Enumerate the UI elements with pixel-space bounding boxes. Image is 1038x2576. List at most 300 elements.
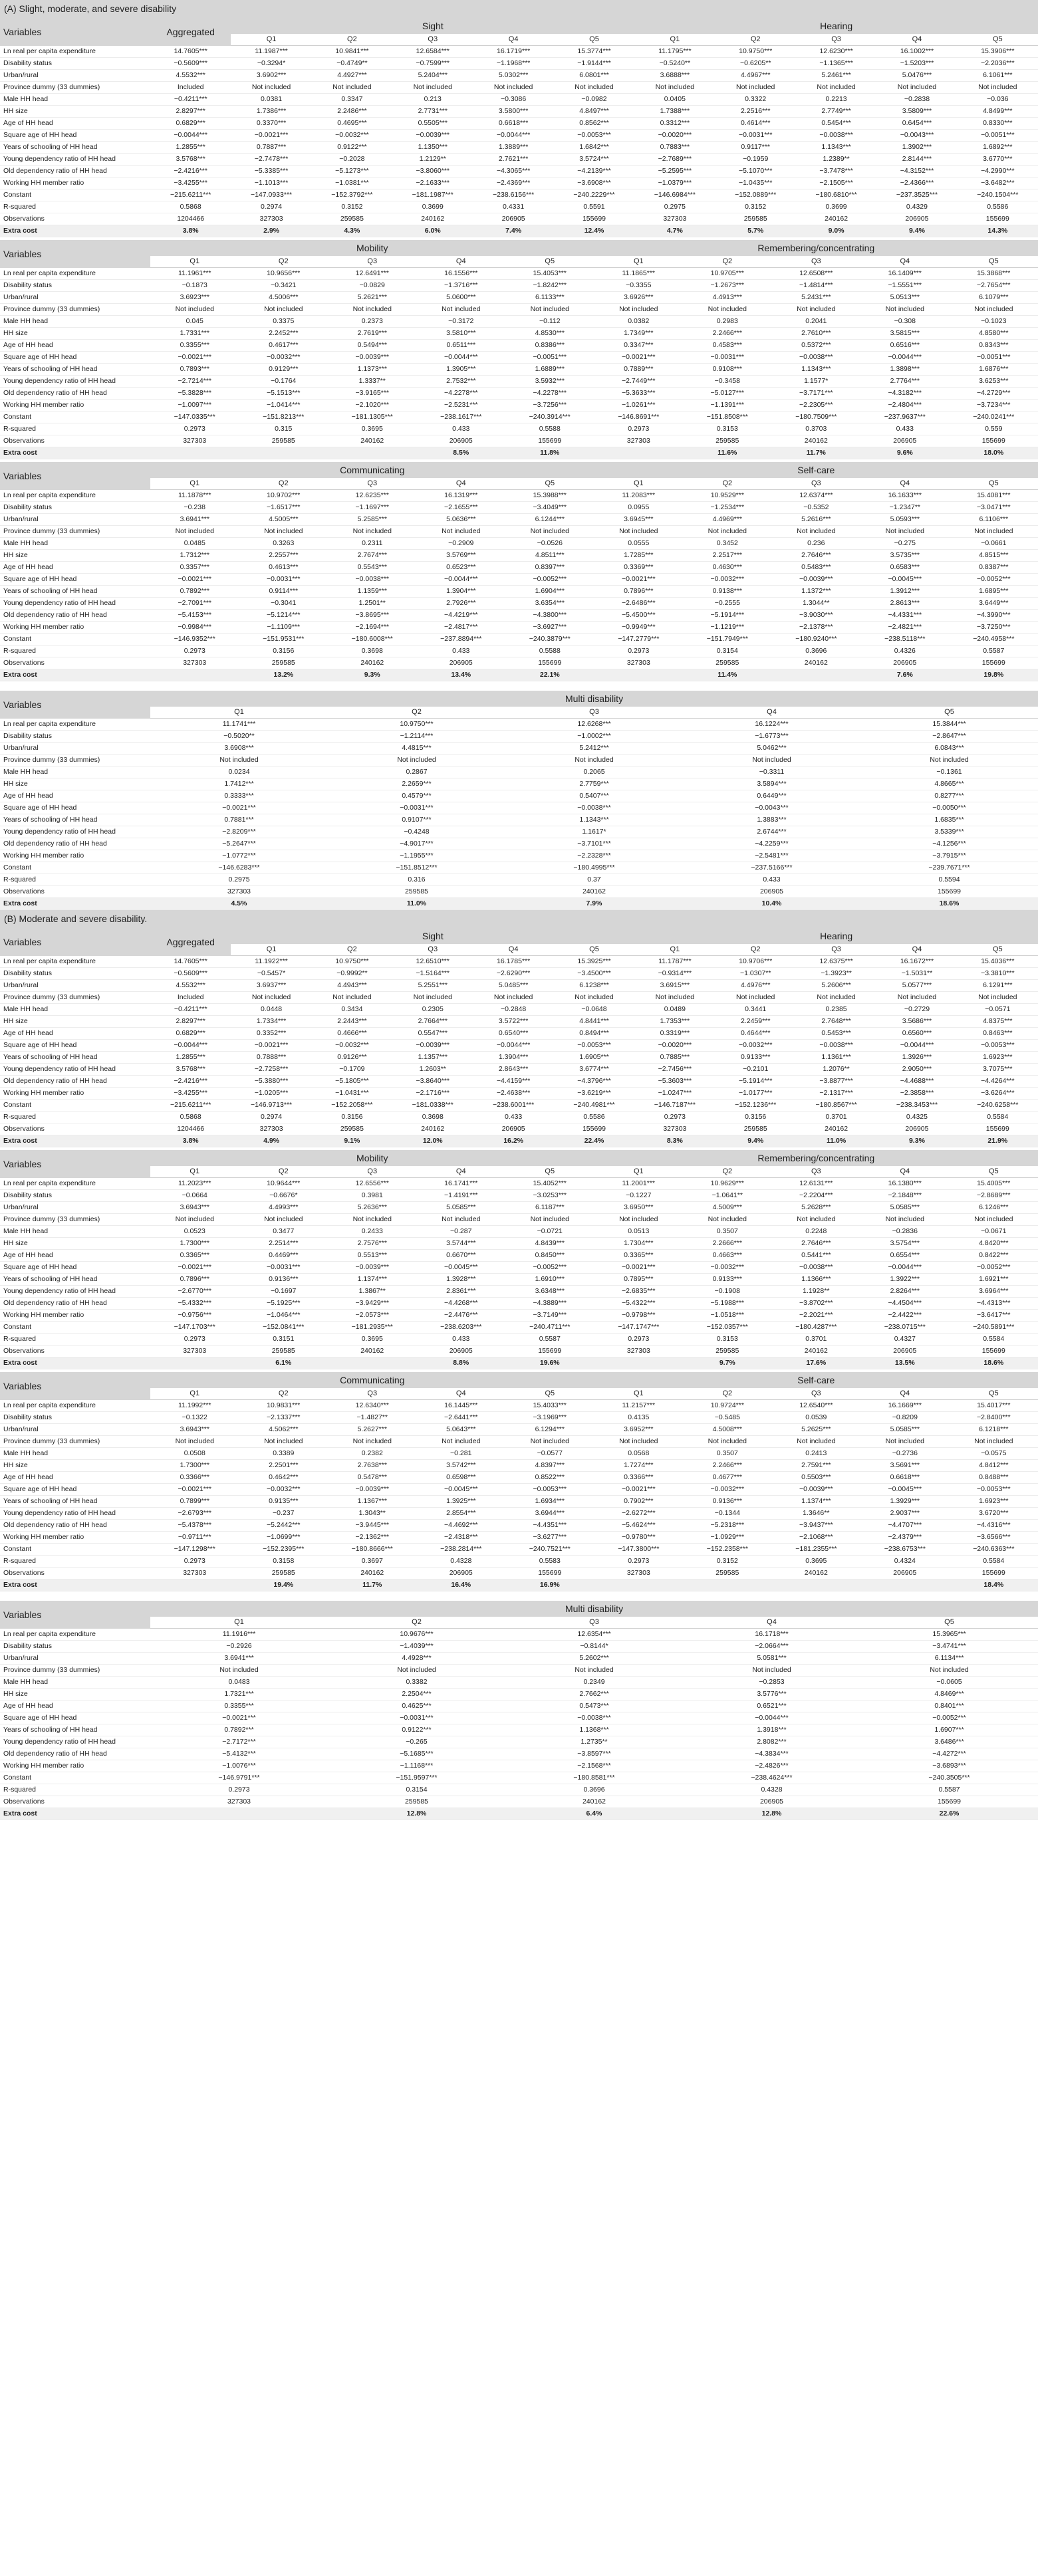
table-row: [0, 538, 1038, 550]
table-row: [0, 968, 1038, 980]
row-label: Square age of HH head: [0, 574, 150, 586]
row-label: Province dummy (33 dummies): [0, 304, 150, 316]
table-cell: −0.0045***: [417, 1262, 506, 1274]
variables-header: Variables: [0, 1601, 150, 1629]
table-cell: 259585: [239, 435, 328, 447]
row-label: R-squared: [0, 1334, 150, 1346]
table-cell: 0.2373: [328, 316, 417, 328]
table-cell: −238.2814***: [417, 1544, 506, 1556]
row-label: Years of schooling of HH head: [0, 1052, 150, 1064]
table-cell: 0.2213: [796, 94, 876, 106]
table-cell: −5.3385***: [231, 166, 311, 177]
table-cell: 0.2975: [634, 201, 715, 213]
table-cell: −0.0021***: [594, 574, 684, 586]
row-label: R-squared: [0, 423, 150, 435]
table-cell: −0.0605: [860, 1677, 1038, 1689]
row-label: Extra cost: [0, 1580, 150, 1591]
table-cell: 4.5008***: [683, 1424, 772, 1436]
table-cell: 18.6%: [950, 1357, 1038, 1369]
table-cell: −0.2848: [473, 1004, 553, 1016]
table-cell: 259585: [683, 1346, 772, 1357]
quintile-header: Q5: [505, 1166, 594, 1178]
table-cell: 3.6943***: [150, 1424, 239, 1436]
quintile-header: Q4: [417, 1388, 506, 1400]
table-cell: −0.3421: [239, 280, 328, 292]
row-label: Urban/rural: [0, 514, 150, 526]
group-header-row: [0, 1601, 1038, 1617]
quintile-header: Q1: [150, 1166, 239, 1178]
regression-table: [0, 1601, 1038, 1820]
table-cell: 2.2504***: [328, 1689, 505, 1700]
table-cell: 0.4630***: [683, 562, 772, 574]
table-cell: −2.8689***: [950, 1190, 1038, 1202]
table-row: [0, 364, 1038, 376]
variables-header: Variables: [0, 1150, 150, 1178]
table-cell: 0.5547***: [392, 1028, 473, 1040]
group-label: Multi disability: [150, 691, 1038, 707]
table-cell: 1.3912***: [860, 586, 950, 598]
table-cell: −3.4741***: [860, 1641, 1038, 1653]
table-cell: 18.0%: [950, 447, 1038, 459]
table-cell: 1.3898***: [860, 364, 950, 376]
row-label: Working HH member ratio: [0, 1532, 150, 1544]
table-row: [0, 118, 1038, 130]
quintile-header: Q2: [683, 478, 772, 490]
table-cell: 0.3477: [239, 1226, 328, 1238]
table-cell: 5.7%: [715, 225, 796, 237]
table-row: [0, 1796, 1038, 1808]
table-cell: 0.4625***: [328, 1700, 505, 1712]
table-cell: 2.7610***: [772, 328, 861, 340]
table-cell: 0.9133***: [683, 1274, 772, 1286]
row-label: Disability status: [0, 731, 150, 743]
table-cell: 6.1218***: [950, 1424, 1038, 1436]
quintile-header: Q5: [950, 1166, 1038, 1178]
table-cell: 155699: [950, 657, 1038, 669]
table-cell: −3.6893***: [860, 1760, 1038, 1772]
table-cell: 0.8488***: [950, 1472, 1038, 1484]
row-label: Ln real per capita expenditure: [0, 1629, 150, 1641]
table-row: [0, 1448, 1038, 1460]
row-label: Young dependency ratio of HH head: [0, 1508, 150, 1520]
table-cell: 10.9676***: [328, 1629, 505, 1641]
table-cell: −180.4287***: [772, 1322, 861, 1334]
quintile-header: Q4: [473, 944, 553, 956]
table-cell: −0.5020**: [150, 731, 328, 743]
table-cell: 3.6348***: [505, 1286, 594, 1298]
quintile-header: Q5: [950, 1388, 1038, 1400]
table-cell: −1.0929***: [683, 1532, 772, 1544]
table-cell: Not included: [239, 304, 328, 316]
table-cell: 5.2627***: [328, 1424, 417, 1436]
table-cell: 10.9529***: [683, 490, 772, 502]
table-cell: −146.9352***: [150, 634, 239, 645]
table-cell: −4.3889***: [505, 1298, 594, 1310]
table-cell: 1.6905***: [554, 1052, 634, 1064]
table-cell: Not included: [150, 1436, 239, 1448]
table-cell: −1.0414***: [239, 400, 328, 411]
table-cell: 0.5543***: [328, 562, 417, 574]
table-cell: −2.6486***: [594, 598, 684, 610]
table-cell: 259585: [239, 657, 328, 669]
table-cell: −4.4331***: [860, 610, 950, 622]
table-cell: 15.3925***: [554, 956, 634, 968]
table-cell: −0.0020***: [634, 130, 715, 142]
table-cell: 0.6829***: [150, 1028, 231, 1040]
table-cell: 2.7576***: [328, 1238, 417, 1250]
table-cell: Not included: [554, 992, 634, 1004]
table-cell: 0.4331: [473, 201, 553, 213]
table-cell: 1.3905***: [417, 364, 506, 376]
table-cell: 0.8494***: [554, 1028, 634, 1040]
table-cell: 0.5868: [150, 201, 231, 213]
table-cell: 0.3355***: [150, 340, 239, 352]
table-row: [0, 657, 1038, 669]
table-cell: −3.0253***: [505, 1190, 594, 1202]
table-cell: −240.2229***: [554, 189, 634, 201]
group-label: Communicating: [150, 1372, 594, 1388]
group-header-row: [0, 691, 1038, 707]
extra-cost-row: [0, 225, 1038, 237]
table-cell: −3.8640***: [392, 1076, 473, 1088]
table-cell: −0.0053***: [950, 1484, 1038, 1496]
table-cell: −0.0661: [950, 538, 1038, 550]
table-cell: −0.0575: [950, 1448, 1038, 1460]
table-cell: −5.2442***: [239, 1520, 328, 1532]
group-label: Remembering/concentrating: [594, 1150, 1038, 1166]
table-cell: 12.8%: [328, 1808, 505, 1820]
table-cell: 11.1878***: [150, 490, 239, 502]
table-row: [0, 1190, 1038, 1202]
group-label: Mobility: [150, 1150, 594, 1166]
table-cell: 2.7926***: [417, 598, 506, 610]
table-cell: 10.9644***: [239, 1178, 328, 1190]
table-cell: Included: [150, 992, 231, 1004]
table-cell: −4.4268***: [417, 1298, 506, 1310]
table-cell: −1.5203***: [876, 58, 957, 70]
table-cell: 5.2628***: [772, 1202, 861, 1214]
table-cell: Not included: [772, 1214, 861, 1226]
table-cell: −4.2259***: [683, 838, 860, 850]
table-cell: 3.6926***: [594, 292, 684, 304]
row-label: Ln real per capita expenditure: [0, 46, 150, 58]
table-cell: 0.5591: [554, 201, 634, 213]
table-cell: −0.0032***: [683, 574, 772, 586]
group-label: Hearing: [634, 18, 1038, 34]
table-cell: Not included: [312, 82, 392, 94]
table-row: [0, 1334, 1038, 1346]
row-label: R-squared: [0, 1556, 150, 1568]
row-label: R-squared: [0, 1784, 150, 1796]
group-label: Self-care: [594, 462, 1038, 478]
table-cell: 0.9138***: [683, 586, 772, 598]
table-cell: −0.0982: [554, 94, 634, 106]
table-row: [0, 213, 1038, 225]
table-cell: −0.3458: [683, 376, 772, 388]
table-cell: 15.3844***: [860, 719, 1038, 731]
group-label: Self-care: [594, 1372, 1038, 1388]
table-cell: 4.4943***: [312, 980, 392, 992]
table-cell: 1.1343***: [796, 142, 876, 154]
table-cell: 0.3699: [392, 201, 473, 213]
table-cell: −3.6566***: [950, 1532, 1038, 1544]
table-cell: −0.0032***: [312, 130, 392, 142]
table-cell: −181.2935***: [328, 1322, 417, 1334]
table-cell: −1.0177***: [715, 1088, 796, 1100]
table-cell: −0.0038***: [328, 574, 417, 586]
table-row: [0, 1400, 1038, 1412]
table-cell: −0.1959: [715, 154, 796, 166]
table-cell: 15.4033***: [505, 1400, 594, 1412]
row-label: Province dummy (33 dummies): [0, 526, 150, 538]
table-cell: −1.0076***: [150, 1760, 328, 1772]
table-cell: 5.0585***: [860, 1202, 950, 1214]
table-cell: −151.8512***: [328, 862, 505, 874]
table-row: [0, 1202, 1038, 1214]
table-cell: 9.6%: [860, 447, 950, 459]
table-cell: 0.5483***: [772, 562, 861, 574]
row-label: Square age of HH head: [0, 1040, 150, 1052]
table-cell: −238.5118***: [860, 634, 950, 645]
table-cell: −0.2926: [150, 1641, 328, 1653]
quintile-header-row: [0, 1617, 1038, 1629]
row-label: Constant: [0, 1772, 150, 1784]
table-cell: −240.4958***: [950, 634, 1038, 645]
table-cell: 1.6923***: [958, 1052, 1038, 1064]
table-cell: 3.5722***: [473, 1016, 553, 1028]
group-header-row: [0, 240, 1038, 256]
row-label: Observations: [0, 1346, 150, 1357]
table-cell: [328, 1357, 417, 1369]
table-cell: 0.9133***: [715, 1052, 796, 1064]
table-cell: −180.8666***: [328, 1544, 417, 1556]
table-cell: 0.433: [417, 1334, 506, 1346]
table-cell: Not included: [860, 1436, 950, 1448]
table-cell: 0.433: [860, 423, 950, 435]
table-row: [0, 1520, 1038, 1532]
table-cell: −3.9030***: [772, 610, 861, 622]
table-cell: 2.7749***: [796, 106, 876, 118]
table-cell: 16.1556***: [417, 268, 506, 280]
table-cell: −2.1337***: [239, 1412, 328, 1424]
table-cell: −147.0335***: [150, 411, 239, 423]
table-cell: 155699: [860, 1796, 1038, 1808]
table-cell: 0.4677***: [683, 1472, 772, 1484]
table-cell: −0.0021***: [150, 802, 328, 814]
table-cell: [594, 1357, 684, 1369]
table-cell: −0.0031***: [715, 130, 796, 142]
table-cell: 0.5594: [860, 874, 1038, 886]
table-cell: 0.0485: [150, 538, 239, 550]
table-cell: −2.7654***: [950, 280, 1038, 292]
table-cell: −2.6770***: [150, 1286, 239, 1298]
table-cell: −0.2909: [417, 538, 506, 550]
row-label: Square age of HH head: [0, 1262, 150, 1274]
table-cell: 22.4%: [554, 1135, 634, 1147]
row-label: Disability status: [0, 58, 150, 70]
table-cell: 3.5810***: [417, 328, 506, 340]
table-cell: 0.2433: [328, 1226, 417, 1238]
table-row: [0, 1250, 1038, 1262]
table-cell: 1.2603**: [392, 1064, 473, 1076]
table-cell: 9.4%: [876, 225, 957, 237]
table-cell: −2.8400***: [950, 1412, 1038, 1424]
table-cell: 2.2666***: [683, 1238, 772, 1250]
table-cell: 12.6340***: [328, 1400, 417, 1412]
table-cell: −2.6835***: [594, 1286, 684, 1298]
table-row: [0, 1508, 1038, 1520]
table-cell: −152.2058***: [312, 1100, 392, 1112]
table-cell: 2.7621***: [473, 154, 553, 166]
table-cell: −1.1219***: [683, 622, 772, 634]
table-cell: 0.4644***: [715, 1028, 796, 1040]
table-cell: Not included: [860, 1214, 950, 1226]
table-cell: 0.5478***: [328, 1472, 417, 1484]
quintile-header: Q3: [328, 1166, 417, 1178]
table-cell: 0.2973: [150, 423, 239, 435]
table-cell: 1.3889***: [473, 142, 553, 154]
table-cell: 3.6774***: [554, 1064, 634, 1076]
table-row: [0, 400, 1038, 411]
table-cell: −4.4504***: [860, 1298, 950, 1310]
table-cell: −0.0053***: [505, 1484, 594, 1496]
table-cell: 4.8665***: [860, 778, 1038, 790]
row-label: Urban/rural: [0, 292, 150, 304]
table-cell: 3.6941***: [150, 514, 239, 526]
table-cell: 240162: [328, 1346, 417, 1357]
table-cell: 5.2431***: [772, 292, 861, 304]
table-cell: [772, 669, 861, 681]
table-cell: −4.3834***: [683, 1748, 860, 1760]
table-cell: 11.1787***: [634, 956, 715, 968]
table-cell: 0.3154: [683, 645, 772, 657]
table-cell: −240.3505***: [860, 1772, 1038, 1784]
table-cell: 5.0585***: [860, 1424, 950, 1436]
table-cell: Not included: [150, 755, 328, 766]
quintile-header: Q5: [958, 944, 1038, 956]
table-cell: 1.1361***: [796, 1052, 876, 1064]
quintile-header: Q4: [683, 707, 860, 719]
table-cell: 259585: [683, 1568, 772, 1580]
table-cell: −3.6908***: [554, 177, 634, 189]
table-cell: 2.2466***: [683, 328, 772, 340]
table-cell: −152.2358***: [683, 1544, 772, 1556]
table-cell: −0.1697: [239, 1286, 328, 1298]
table-cell: Not included: [505, 755, 683, 766]
table-cell: −5.4624***: [594, 1520, 684, 1532]
table-row: [0, 1665, 1038, 1677]
table-cell: 0.5473***: [505, 1700, 683, 1712]
table-cell: 2.8554***: [417, 1508, 506, 1520]
table-cell: 10.9702***: [239, 490, 328, 502]
table-cell: −5.4153***: [150, 610, 239, 622]
table-cell: 0.5587: [505, 1334, 594, 1346]
table-cell: 5.2606***: [796, 980, 876, 992]
table-cell: 5.0581***: [683, 1653, 860, 1665]
table-cell: 15.4053***: [505, 268, 594, 280]
quintile-header: Q2: [715, 34, 796, 46]
table-cell: 14.7605***: [150, 956, 231, 968]
table-cell: −1.1955***: [328, 850, 505, 862]
table-cell: 7.6%: [860, 669, 950, 681]
table-cell: −4.4688***: [876, 1076, 957, 1088]
table-cell: −180.7509***: [772, 411, 861, 423]
table-cell: −0.0031***: [328, 802, 505, 814]
table-row: [0, 1412, 1038, 1424]
table-cell: 155699: [950, 1346, 1038, 1357]
table-cell: [594, 1580, 684, 1591]
table-cell: 1.1928**: [772, 1286, 861, 1298]
table-cell: 0.2973: [150, 1334, 239, 1346]
table-cell: 0.5584: [958, 1112, 1038, 1123]
quintile-header: Q4: [417, 256, 506, 268]
table-cell: 2.2659***: [328, 778, 505, 790]
table-cell: Not included: [150, 526, 239, 538]
table-cell: 0.0523: [150, 1226, 239, 1238]
table-cell: Not included: [950, 1436, 1038, 1448]
quintile-header: Q4: [473, 34, 553, 46]
table-cell: 19.6%: [505, 1357, 594, 1369]
table-cell: 16.1445***: [417, 1400, 506, 1412]
table-cell: 1.6934***: [505, 1496, 594, 1508]
table-cell: −152.0357***: [683, 1322, 772, 1334]
table-cell: −4.9017***: [328, 838, 505, 850]
table-cell: −0.6205**: [715, 58, 796, 70]
table-cell: 9.0%: [796, 225, 876, 237]
table-cell: 2.8643***: [473, 1064, 553, 1076]
table-cell: 0.5587: [860, 1784, 1038, 1796]
row-label: Young dependency ratio of HH head: [0, 376, 150, 388]
table-cell: 2.7764***: [860, 376, 950, 388]
table-cell: Not included: [554, 82, 634, 94]
quintile-header: Q4: [860, 256, 950, 268]
table-cell: 16.1319***: [417, 490, 506, 502]
table-cell: 0.3347: [312, 94, 392, 106]
table-cell: 18.4%: [950, 1580, 1038, 1591]
table-cell: 0.3375: [239, 316, 328, 328]
table-cell: −181.2355***: [772, 1544, 861, 1556]
table-cell: 3.8%: [150, 225, 231, 237]
table-cell: −2.6441***: [417, 1412, 506, 1424]
table-cell: Not included: [772, 526, 861, 538]
table-cell: 0.9122***: [328, 1724, 505, 1736]
table-cell: 3.6915***: [634, 980, 715, 992]
table-cell: 11.8%: [505, 447, 594, 459]
group-header-row: [0, 928, 1038, 944]
table-cell: −0.0044***: [150, 130, 231, 142]
table-cell: −147.1298***: [150, 1544, 239, 1556]
table-cell: [150, 1580, 239, 1591]
table-cell: 2.2501***: [239, 1460, 328, 1472]
table-cell: −2.7172***: [150, 1736, 328, 1748]
table-cell: 155699: [505, 435, 594, 447]
table-cell: 0.2248: [772, 1226, 861, 1238]
table-cell: 1.3043**: [328, 1508, 417, 1520]
table-cell: 3.6486***: [860, 1736, 1038, 1748]
row-label: Young dependency ratio of HH head: [0, 598, 150, 610]
table-cell: 0.4613***: [239, 562, 328, 574]
table-cell: 2.7646***: [772, 550, 861, 562]
table-cell: 5.0600***: [417, 292, 506, 304]
table-cell: 0.0381: [231, 94, 311, 106]
table-cell: 0.2973: [594, 1334, 684, 1346]
table-cell: −0.3086: [473, 94, 553, 106]
table-cell: 2.2443***: [312, 1016, 392, 1028]
table-cell: 3.6944***: [505, 1508, 594, 1520]
table-cell: 1.6876***: [950, 364, 1038, 376]
table-cell: Not included: [392, 82, 473, 94]
table-cell: 4.4913***: [683, 292, 772, 304]
